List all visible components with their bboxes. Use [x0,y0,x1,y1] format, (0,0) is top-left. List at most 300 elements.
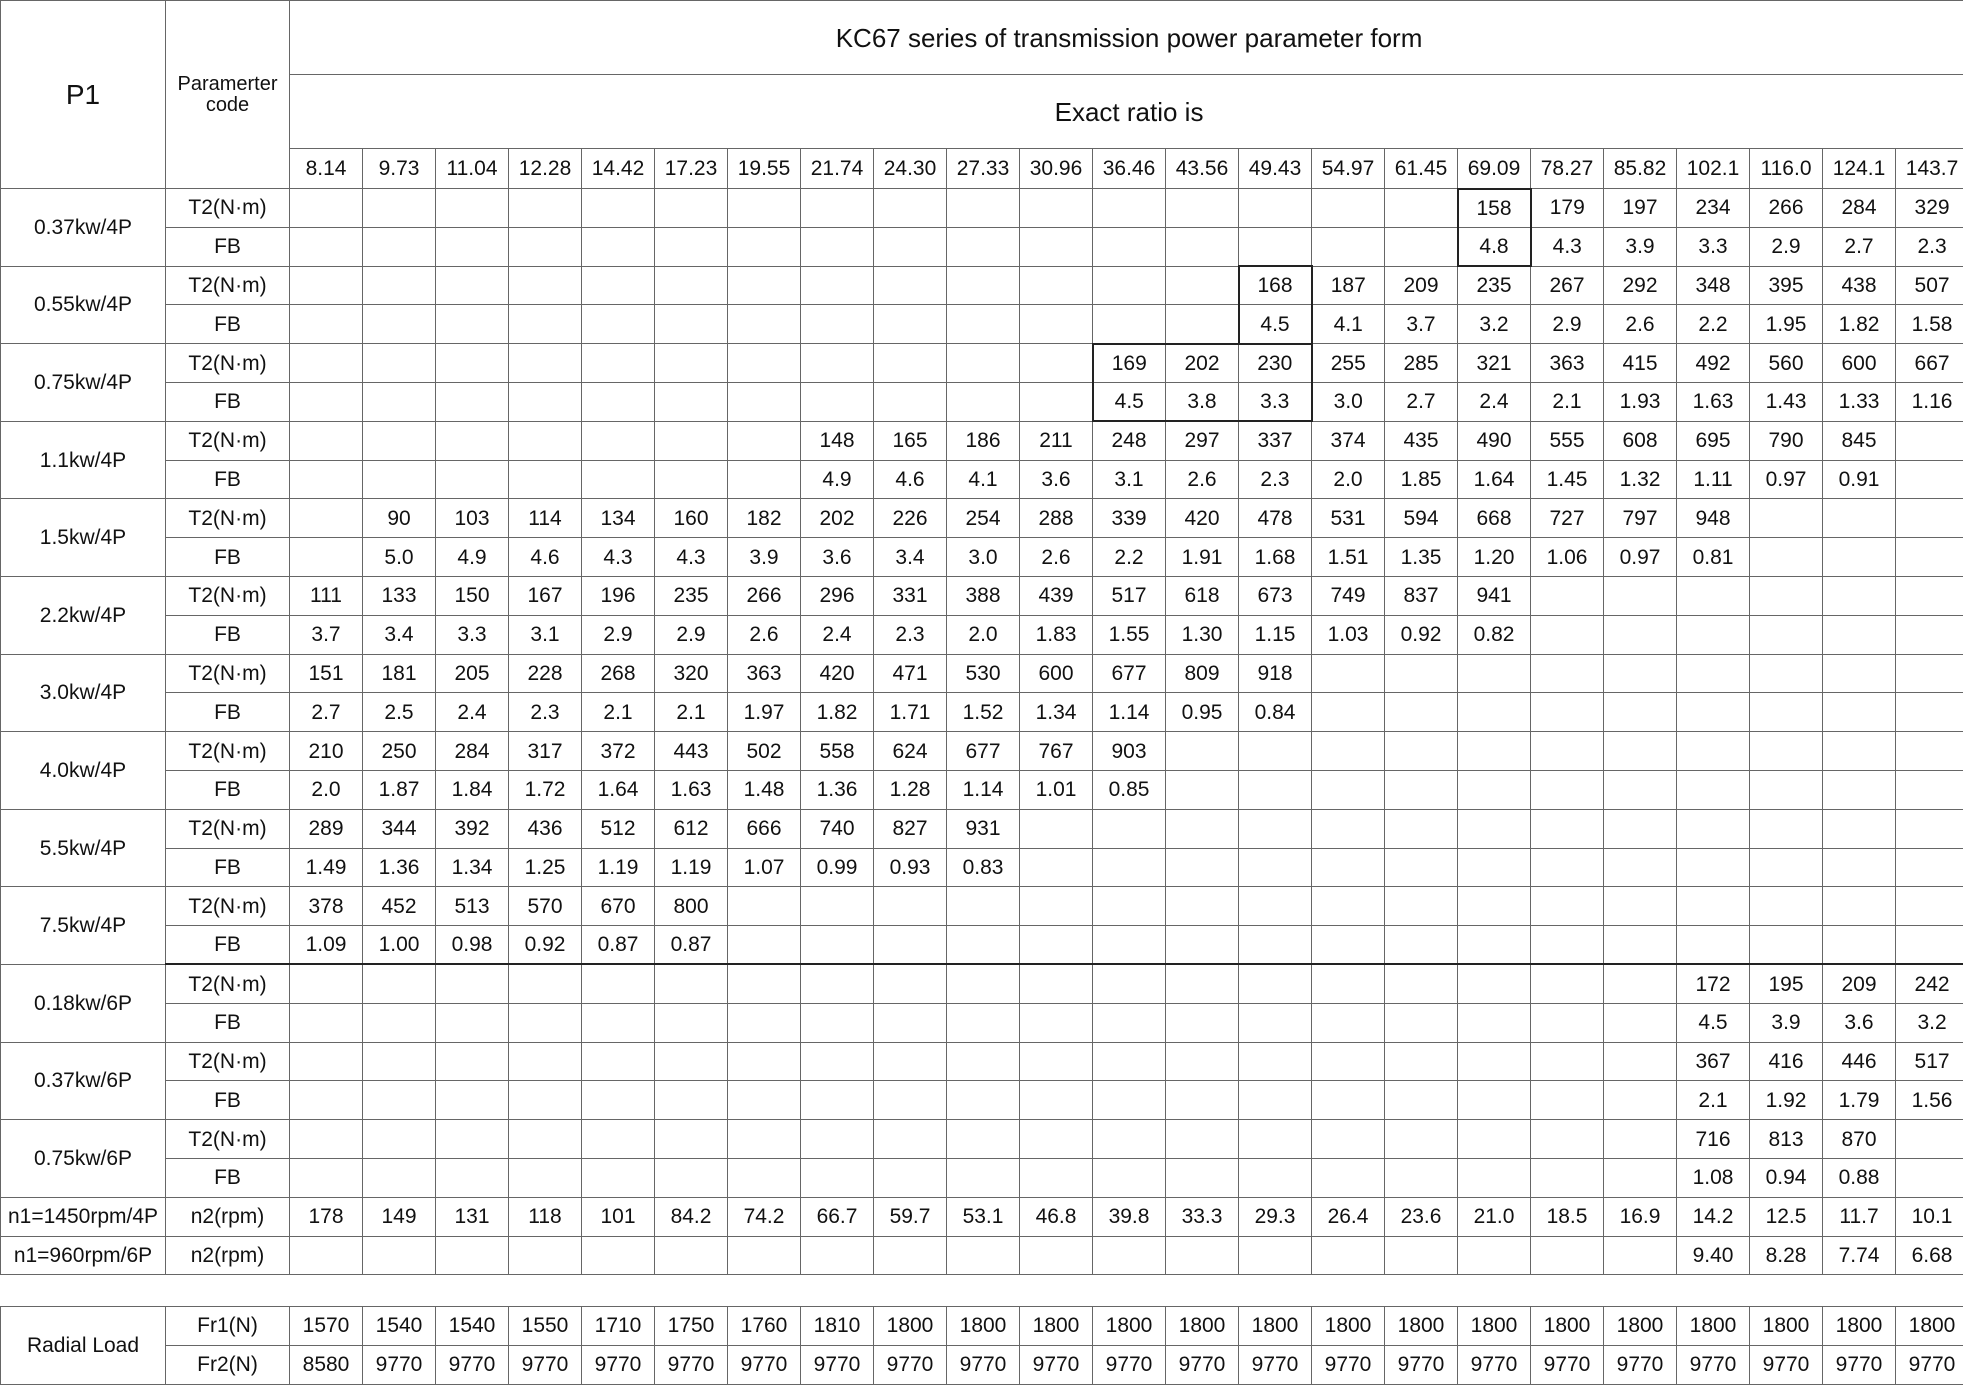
torque-value: 513 [436,887,509,926]
torque-value [509,189,582,228]
torque-value [1750,654,1823,693]
service-factor-value [655,305,728,344]
speed-value [509,1236,582,1275]
service-factor-value: 2.6 [728,615,801,654]
service-factor-value: 3.1 [509,615,582,654]
service-factor-value [801,926,874,965]
service-factor-value: 1.34 [436,848,509,887]
service-factor-value [655,1081,728,1120]
torque-value [1093,1120,1166,1159]
radial-value: 1800 [1312,1307,1385,1346]
torque-value [290,189,363,228]
torque-value [728,189,801,228]
torque-value: 502 [728,732,801,771]
service-factor-value [1823,770,1896,809]
power-label: 0.75kw/4P [1,344,166,422]
torque-value [1531,1042,1604,1081]
table-row [1,1120,1963,1159]
torque-value [1750,809,1823,848]
torque-value [1312,809,1385,848]
torque-value [1385,732,1458,771]
speed-value [290,1236,363,1275]
service-factor-value: 2.0 [1312,460,1385,499]
ratio-header: 30.96 [1020,149,1093,189]
service-factor-value: 2.6 [1020,538,1093,577]
torque-value: 395 [1750,266,1823,305]
torque-code: T2(N·m) [166,809,290,848]
speed-value [1312,1236,1385,1275]
service-factor-value: 1.35 [1385,538,1458,577]
ratio-header: 17.23 [655,149,728,189]
torque-value: 837 [1385,576,1458,615]
service-factor-value [1531,770,1604,809]
service-factor-value [874,926,947,965]
torque-value: 677 [1093,654,1166,693]
torque-value [655,189,728,228]
torque-value [1604,1042,1677,1081]
torque-value [655,344,728,383]
torque-value: 677 [947,732,1020,771]
radial-value: 1800 [1166,1307,1239,1346]
service-factor-value [363,460,436,499]
table-row [1,732,1963,771]
service-factor-value: 3.2 [1896,1003,1963,1042]
radial-value: 1710 [582,1307,655,1346]
service-factor-value: 2.3 [1896,227,1963,266]
service-factor-value [582,382,655,421]
speed-value: 46.8 [1020,1197,1093,1236]
torque-value [436,1120,509,1159]
torque-value: 255 [1312,344,1385,383]
service-factor-value [1896,926,1963,965]
torque-value [1312,887,1385,926]
service-factor-value: 3.7 [290,615,363,654]
torque-value: 150 [436,576,509,615]
service-factor-value: 1.82 [1823,305,1896,344]
table-title: KC67 series of transmission power parameter form [290,1,1963,75]
service-factor-value [1239,227,1312,266]
radial-value: 8580 [290,1345,363,1384]
torque-value [1166,732,1239,771]
torque-value [1020,1042,1093,1081]
speed-value [947,1236,1020,1275]
torque-value: 560 [1750,344,1823,383]
radial-value: 9770 [436,1345,509,1384]
service-factor-value [1458,770,1531,809]
torque-value: 320 [655,654,728,693]
service-factor-value: 1.33 [1823,382,1896,421]
speed-value: 12.5 [1750,1197,1823,1236]
service-factor-value [1458,693,1531,732]
speed-value [1093,1236,1166,1275]
torque-value: 790 [1750,421,1823,460]
torque-value [363,344,436,383]
service-factor-value: 3.0 [947,538,1020,577]
torque-code: T2(N·m) [166,421,290,460]
service-factor-value: 1.87 [363,770,436,809]
service-factor-value: 1.72 [509,770,582,809]
service-factor-value [363,1081,436,1120]
torque-value: 289 [290,809,363,848]
torque-value [1823,732,1896,771]
service-factor-code: FB [166,538,290,577]
service-factor-code: FB [166,460,290,499]
service-factor-value [1896,460,1963,499]
torque-value [1385,809,1458,848]
power-label: 1.5kw/4P [1,499,166,577]
torque-value [509,344,582,383]
service-factor-value [1020,227,1093,266]
radial-value: 9770 [1750,1345,1823,1384]
service-factor-value [436,1003,509,1042]
service-factor-value [1604,1003,1677,1042]
service-factor-value [1166,305,1239,344]
torque-value [728,344,801,383]
service-factor-value [363,1003,436,1042]
table-row [1,382,1963,421]
radial-value: 1800 [1750,1307,1823,1346]
service-factor-value [947,1081,1020,1120]
torque-value: 331 [874,576,947,615]
service-factor-value: 1.79 [1823,1081,1896,1120]
radial-value: 1800 [1823,1307,1896,1346]
speed-value: 33.3 [1166,1197,1239,1236]
torque-value: 372 [582,732,655,771]
service-factor-value [1239,848,1312,887]
torque-value [290,266,363,305]
service-factor-value: 1.28 [874,770,947,809]
service-factor-value [728,382,801,421]
torque-value: 363 [1531,344,1604,383]
speed-value: 118 [509,1197,582,1236]
torque-code: T2(N·m) [166,1042,290,1081]
torque-value: 226 [874,499,947,538]
torque-value [1458,964,1531,1003]
service-factor-value: 1.85 [1385,460,1458,499]
radial-value: 1570 [290,1307,363,1346]
service-factor-value: 1.45 [1531,460,1604,499]
service-factor-value [1020,305,1093,344]
torque-value: 344 [363,809,436,848]
torque-code: T2(N·m) [166,499,290,538]
torque-code: T2(N·m) [166,732,290,771]
speed-value [728,1236,801,1275]
torque-value: 530 [947,654,1020,693]
service-factor-value [1677,848,1750,887]
torque-value [1531,964,1604,1003]
service-factor-value: 1.19 [655,848,728,887]
table-row [1,305,1963,344]
service-factor-value: 1.71 [874,693,947,732]
torque-value [1020,189,1093,228]
service-factor-value [655,1158,728,1197]
power-label: 7.5kw/4P [1,887,166,965]
torque-value: 749 [1312,576,1385,615]
service-factor-value: 1.32 [1604,460,1677,499]
service-factor-value [1166,848,1239,887]
table-row [1,344,1963,383]
torque-code: T2(N·m) [166,576,290,615]
speed-code: n2(rpm) [166,1197,290,1236]
torque-value [947,887,1020,926]
torque-code: T2(N·m) [166,266,290,305]
torque-value [1823,499,1896,538]
torque-value: 209 [1823,964,1896,1003]
torque-value: 446 [1823,1042,1896,1081]
service-factor-value: 4.5 [1239,305,1312,344]
torque-value [1896,887,1963,926]
torque-value [1750,499,1823,538]
service-factor-value [1677,693,1750,732]
service-factor-value: 3.4 [874,538,947,577]
service-factor-value [1531,1158,1604,1197]
service-factor-value [363,227,436,266]
torque-value: 195 [1750,964,1823,1003]
service-factor-value [1896,770,1963,809]
torque-value [1823,576,1896,615]
service-factor-value [1823,538,1896,577]
torque-value [363,964,436,1003]
torque-value [1604,654,1677,693]
torque-value [582,1120,655,1159]
torque-value [1750,732,1823,771]
torque-value: 165 [874,421,947,460]
service-factor-value [1385,227,1458,266]
service-factor-value [655,227,728,266]
service-factor-value: 4.3 [1531,227,1604,266]
service-factor-value [1166,227,1239,266]
ratio-header: 61.45 [1385,149,1458,189]
service-factor-value: 1.97 [728,693,801,732]
radial-value: 1810 [801,1307,874,1346]
torque-value [1604,887,1677,926]
torque-value: 266 [1750,189,1823,228]
radial-value: 1540 [436,1307,509,1346]
speed-value [801,1236,874,1275]
service-factor-value [1677,770,1750,809]
service-factor-value [1604,926,1677,965]
speed-value [363,1236,436,1275]
service-factor-code: FB [166,693,290,732]
torque-value: 555 [1531,421,1604,460]
torque-value: 931 [947,809,1020,848]
service-factor-value: 1.25 [509,848,582,887]
service-factor-value [1385,1081,1458,1120]
service-factor-value: 2.1 [655,693,728,732]
ratio-header: 12.28 [509,149,582,189]
ratio-header: 143.7 [1896,149,1963,189]
torque-value [655,1042,728,1081]
torque-value [582,421,655,460]
torque-value: 600 [1020,654,1093,693]
service-factor-value [728,305,801,344]
service-factor-value: 2.7 [290,693,363,732]
service-factor-value: 1.83 [1020,615,1093,654]
speed-value: 178 [290,1197,363,1236]
torque-code: T2(N·m) [166,887,290,926]
torque-value [1020,887,1093,926]
service-factor-value [728,1158,801,1197]
torque-value [582,189,655,228]
torque-value [436,964,509,1003]
service-factor-value: 2.7 [1385,382,1458,421]
radial-value: 1800 [1604,1307,1677,1346]
service-factor-value [290,1158,363,1197]
service-factor-value [801,1081,874,1120]
torque-value: 230 [1239,344,1312,383]
service-factor-code: FB [166,848,290,887]
torque-value [1020,964,1093,1003]
service-factor-value [1458,926,1531,965]
torque-value: 517 [1896,1042,1963,1081]
torque-value: 337 [1239,421,1312,460]
service-factor-value [1604,1081,1677,1120]
torque-value: 148 [801,421,874,460]
service-factor-value [1166,770,1239,809]
torque-value: 420 [801,654,874,693]
service-factor-value [1312,1158,1385,1197]
service-factor-value [1020,382,1093,421]
torque-value: 443 [655,732,728,771]
torque-value [1312,732,1385,771]
service-factor-value [874,1003,947,1042]
torque-value [728,964,801,1003]
service-factor-value [582,1003,655,1042]
torque-value: 845 [1823,421,1896,460]
torque-value [1750,576,1823,615]
torque-value [363,1042,436,1081]
torque-value [436,189,509,228]
service-factor-value: 1.56 [1896,1081,1963,1120]
torque-value [1896,421,1963,460]
speed-label: n1=960rpm/6P [1,1236,166,1275]
torque-value [1093,266,1166,305]
torque-value [801,1042,874,1081]
service-factor-value [1093,848,1166,887]
service-factor-value: 1.52 [947,693,1020,732]
torque-value: 903 [1093,732,1166,771]
torque-value [290,499,363,538]
torque-value [874,189,947,228]
torque-value: 512 [582,809,655,848]
table-row [1,1042,1963,1081]
torque-value [582,1042,655,1081]
torque-value: 374 [1312,421,1385,460]
service-factor-value: 3.6 [1020,460,1093,499]
ratio-header: 21.74 [801,149,874,189]
service-factor-value [801,1003,874,1042]
torque-code: T2(N·m) [166,964,290,1003]
service-factor-value [509,460,582,499]
torque-value: 452 [363,887,436,926]
torque-value [728,1042,801,1081]
torque-value [1312,189,1385,228]
radial-value: 9770 [1458,1345,1531,1384]
service-factor-value [1093,926,1166,965]
speed-value: 7.74 [1823,1236,1896,1275]
service-factor-value: 1.19 [582,848,655,887]
radial-value: 9770 [363,1345,436,1384]
service-factor-value [1896,615,1963,654]
speed-value: 149 [363,1197,436,1236]
service-factor-value: 3.1 [1093,460,1166,499]
torque-value: 202 [1166,344,1239,383]
torque-value [1896,576,1963,615]
service-factor-value [1239,770,1312,809]
power-label: 0.55kw/4P [1,266,166,344]
torque-value: 600 [1823,344,1896,383]
service-factor-value [509,1081,582,1120]
service-factor-value: 4.5 [1093,382,1166,421]
service-factor-value [728,1003,801,1042]
torque-value [1239,887,1312,926]
speed-value: 84.2 [655,1197,728,1236]
torque-value [874,344,947,383]
torque-value [874,266,947,305]
service-factor-value [1531,848,1604,887]
power-label: 0.37kw/4P [1,189,166,267]
speed-value [436,1236,509,1275]
torque-value [1896,732,1963,771]
service-factor-value [1312,1003,1385,1042]
torque-value: 317 [509,732,582,771]
service-factor-value: 2.5 [363,693,436,732]
torque-value: 196 [582,576,655,615]
service-factor-value: 4.8 [1458,227,1531,266]
power-label: 2.2kw/4P [1,576,166,654]
speed-value: 29.3 [1239,1197,1312,1236]
table-row [1,1158,1963,1197]
torque-value [1896,654,1963,693]
service-factor-value: 2.0 [290,770,363,809]
service-factor-value [1677,615,1750,654]
service-factor-value [1531,1081,1604,1120]
torque-value: 209 [1385,266,1458,305]
service-factor-value [436,227,509,266]
service-factor-value [1239,1003,1312,1042]
torque-value [1604,809,1677,848]
service-factor-value: 3.9 [1750,1003,1823,1042]
service-factor-value [1458,1003,1531,1042]
torque-value: 608 [1604,421,1677,460]
power-label: 5.5kw/4P [1,809,166,887]
service-factor-value [509,227,582,266]
power-label: 0.37kw/6P [1,1042,166,1120]
service-factor-value [1750,770,1823,809]
torque-value: 415 [1604,344,1677,383]
speed-value: 18.5 [1531,1197,1604,1236]
service-factor-value: 1.64 [582,770,655,809]
service-factor-value [947,926,1020,965]
torque-value [801,344,874,383]
service-factor-value [1750,615,1823,654]
torque-value: 202 [801,499,874,538]
service-factor-value: 1.55 [1093,615,1166,654]
service-factor-value: 2.3 [874,615,947,654]
service-factor-value [1677,926,1750,965]
torque-value: 211 [1020,421,1093,460]
radial-value: 1800 [1239,1307,1312,1346]
service-factor-value [801,1158,874,1197]
torque-value: 297 [1166,421,1239,460]
service-factor-value [1823,926,1896,965]
service-factor-value: 3.3 [436,615,509,654]
service-factor-value [1458,848,1531,887]
torque-value: 827 [874,809,947,848]
torque-value [947,964,1020,1003]
torque-value [1896,809,1963,848]
service-factor-value [1896,1158,1963,1197]
